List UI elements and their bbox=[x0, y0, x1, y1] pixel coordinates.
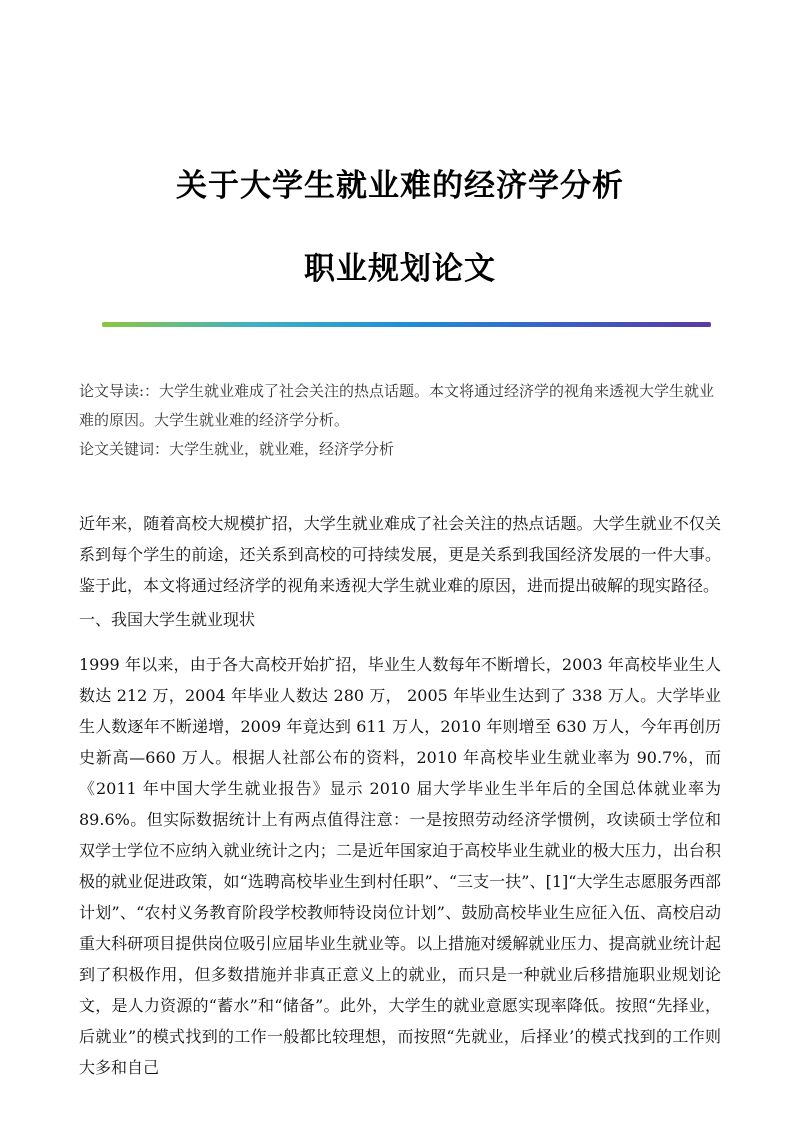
abstract-section bbox=[79, 377, 721, 464]
body-paragraph: 近年来，随着高校大规模扩招，大学生就业难成了社会关注的热点话题。大学生就业不仅关系到每个学生的前途，还关系到高校的可持续发展，更是关系到我国经济发展的一件大事。鉴于此，本文将通过经济学的视角来透视大学生就业难的原因，进而提出破解的现实路径。 bbox=[79, 514, 721, 595]
title-divider bbox=[102, 322, 711, 327]
section-heading: 一、我国大学生就业现状 bbox=[79, 610, 256, 629]
body-paragraph: 1999 年以来，由于各大高校开始扩招，毕业生人数每年不断增长，2003 年高校毕业生人数达 212 万，2004 年毕业人数达 280 万， 2005 年毕业生达到了 338 万人。大学毕业生人数逐年不断递增，2009 年竟达到 611 万人，2010 年则增至 630 万人，今年再创历史新高—660 万人。根据人社部公布的资料，2010 年高校毕业生就业率为 90.7%，而《2011 年中国大学生就业报告》显示 2010 届大学毕业生半年后的全国总体就业率为 89.6%。但实际数据统计上有两点值得注意：一是按照劳动经济学惯例，攻读硕士学位和双学士学位不应纳入就业统计之内；二是近年国家迫于高校毕业生就业的极大压力，出台积极的就业促进政策，如“选聘高校毕业生到村任职”、“三支一扶”、[1]“大学生志愿服务西部计划”、“农村义务教育阶段学校教师特设岗位计划”、鼓励高校毕业生应征入伍、高校启动重大科研项目提供岗位吸引应届毕业生就业等。以上措施对缓解就业压力、提高就业统计起到了积极作用，但多数措施并非真正意义上的就业，而只是一种就业后移措施职业规划论文，是人力资源的“蓄水”和“储备”。此外，大学生的就业意愿实现率降低。按照“先择业，后就业”的模式找到的工作一般都比较理想，而按照“先就业，后择业’的模式找到的工作则大多和自己 bbox=[79, 655, 721, 1077]
document-subtitle: 职业规划论文 bbox=[304, 251, 496, 287]
document-title: 关于大学生就业难的经济学分析 bbox=[176, 168, 624, 204]
abstract-keywords: 论文关键词：大学生就业，就业难，经济学分析 bbox=[79, 440, 395, 458]
document-body bbox=[79, 508, 721, 1083]
abstract-intro: 论文导读:：大学生就业难成了社会关注的热点话题。本文将通过经济学的视角来透视大学生就业难的原因。大学生就业难的经济学分析。 bbox=[79, 382, 715, 429]
